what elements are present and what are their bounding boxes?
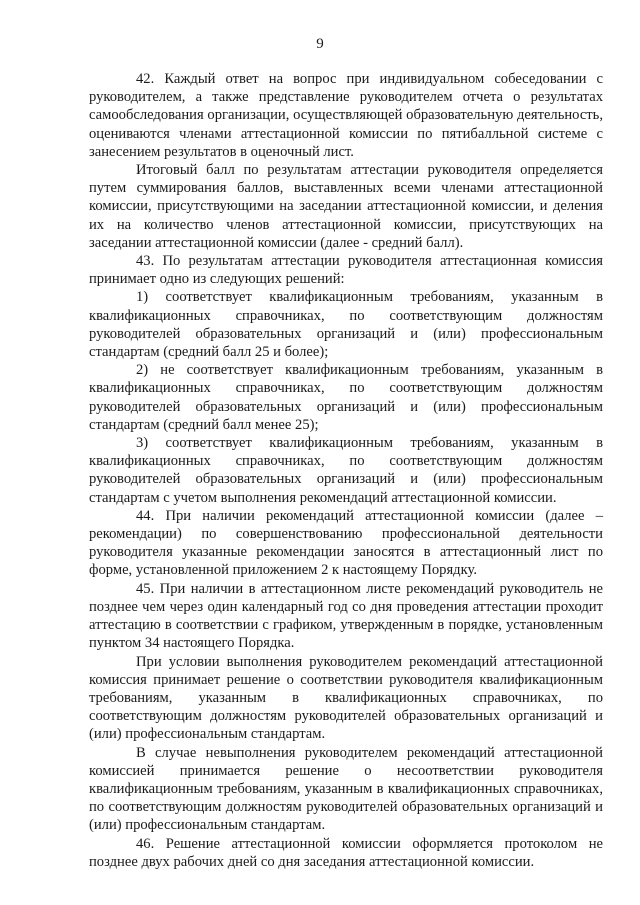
page-number: 9 (316, 36, 324, 52)
paragraph-44: 44. При наличии рекомендаций аттестационной комиссии (далее – рекомендации) по совершенствованию профессиональной деятельности руководителя указанные рекомендации заносятся в аттестационный лист по форме, установленной приложением 2 к настоящему Порядку. (89, 507, 603, 579)
paragraph-45: 45. При наличии в аттестационном листе рекомендаций руководитель не позднее чем через один календарный год со дня проведения аттестации проходит аттестацию в соответствии с графиком, утвержденным в порядке, установленным пунктом 34 настоящего Порядка. (89, 580, 603, 652)
decision-item-3: 3) соответствует квалификационным требованиям, указанным в квалификационных справочниках, по соответствующим должностям руководителей образовательных организаций и (или) профессиональным стандартам с учетом выполнения рекомендаций аттестационной комиссии. (89, 435, 603, 506)
paragraph-43: 43. По результатам аттестации руководителя аттестационная комиссия принимает одно из следующих решений: (89, 253, 603, 288)
decision-item-2: 2) не соответствует квалификационным требованиям, указанным в квалификационных справочниках, по соответствующим должностям руководителей образовательных организаций и (или) профессиональным стандартам (средний балл менее 25); (89, 362, 603, 433)
paragraph-46: 46. Решение аттестационной комиссии оформляется протоколом не позднее двух рабочих дней со дня заседания аттестационной комиссии. (89, 835, 603, 870)
paragraph-recommendations-not-met: В случае невыполнения руководителем рекомендаций аттестационной комиссией принимается решение о несоответствии руководителя квалификационным требованиям, указанным в квалификационных справочниках, по соответствующим должностям руководителей образовательных организаций и (или) профессиональным стандартам. (89, 744, 603, 834)
paragraph-final-score: Итоговый балл по результатам аттестации руководителя определяется путем суммирования баллов, выставленных всеми членами аттестационной комиссии, присутствующими на заседании аттестационной комиссии, и деления их на количество членов аттестационной комиссии, присутствующих на заседании аттестационной комиссии (далее - средний балл). (89, 162, 603, 251)
decision-item-1: 1) соответствует квалификационным требованиям, указанным в квалификационных справочниках, по соответствующим должностям руководителей образовательных организаций и (или) профессиональным стандартам (средний балл 25 и более); (89, 289, 603, 361)
paragraph-recommendations-met: При условии выполнения руководителем рекомендаций аттестационной комиссия принимает решение о соответствии руководителя квалификационным требованиям, указанным в квалификационных справочниках, по соответствующим должностям руководителей образовательных организаций и (или) профессиональным стандартам. (89, 653, 603, 743)
paragraph-42: 42. Каждый ответ на вопрос при индивидуальном собеседовании с руководителем, а также представление руководителем отчета о результатах самообследования организации, осуществляющей образовательную деятельность, оцениваются членами аттестационной комиссии по пятибалльной системе с занесением результатов в оценочный лист. (89, 71, 603, 160)
document-body (89, 70, 603, 871)
